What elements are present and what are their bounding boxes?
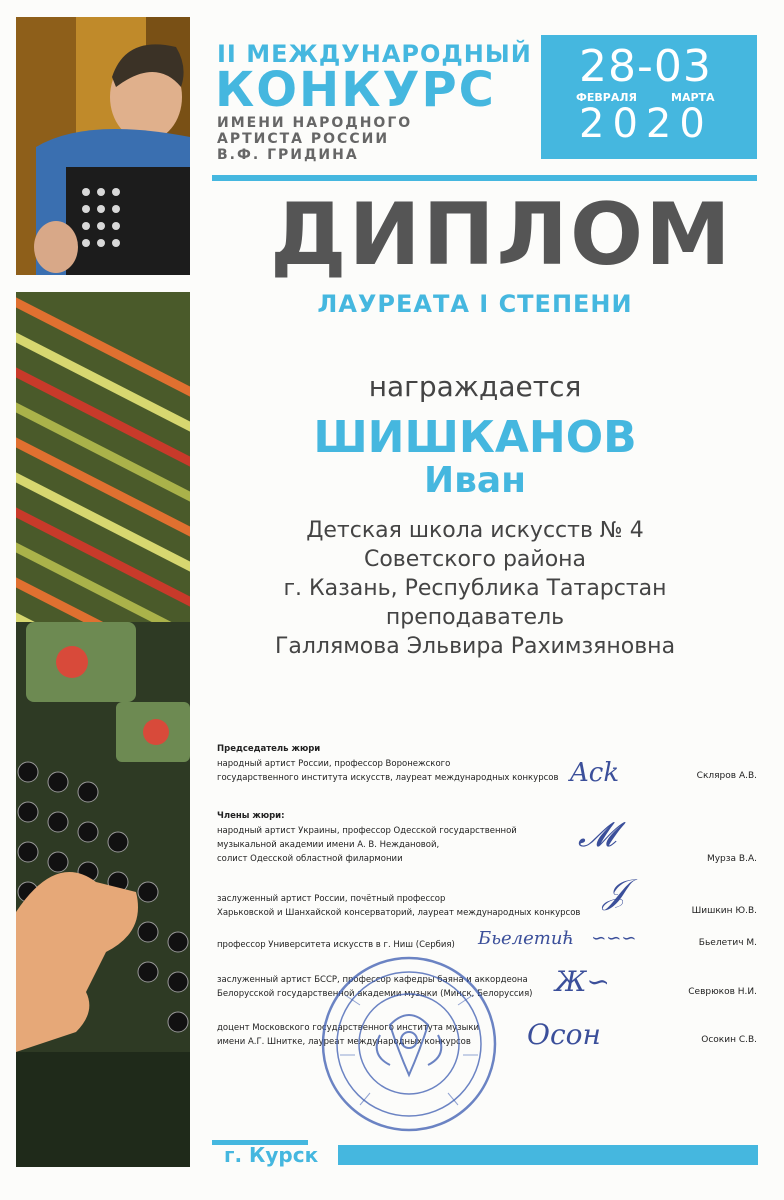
jury-member-desc: Харьковской и Шанхайской консерваторий, лауреат международных конкурсов [217, 908, 581, 918]
signature: Ж∽ [555, 965, 610, 998]
footer-bar [338, 1145, 758, 1165]
recipient-name: Иван [423, 460, 527, 501]
jury-member-desc: музыкальной академии имени А. В. Неждановой, [217, 840, 440, 850]
jury-member-name: Мурза В.А. [706, 854, 757, 864]
header-divider [212, 175, 757, 181]
awarded-label: награждается [368, 370, 582, 403]
jury-member-name: Осокин С.В. [701, 1035, 757, 1045]
jury-chair-name: Скляров А.В. [696, 771, 757, 781]
signature: 𝒥 [603, 872, 627, 912]
jury-member-desc: заслуженный артист России, почётный профессор [217, 894, 446, 904]
date-box [541, 35, 757, 159]
contest-subtitle-line: ИМЕНИ НАРОДНОГО [217, 115, 413, 131]
official-seal [320, 955, 498, 1133]
jury-member-desc: имени А.Г. Шнитке, лауреат международных конкурсов [217, 1037, 471, 1047]
contest-subtitle-line: В.Ф. ГРИДИНА [217, 147, 359, 163]
contest-number: II МЕЖДУНАРОДНЫЙ [217, 40, 532, 68]
city-label: г. Курск [224, 1143, 319, 1167]
institution-line: Советского района [363, 547, 587, 572]
signature: Ack [570, 758, 620, 788]
signature: Осон [527, 1018, 601, 1051]
jury-member-desc: профессор Университета искусств в г. Ниш (Сербия) [217, 940, 455, 950]
jury-members-heading: Члены жюри: [217, 811, 285, 821]
jury-member-name: Шишкин Ю.В. [691, 906, 757, 916]
institution-line: Детская школа искусств № 4 [306, 518, 644, 543]
jury-member-desc: доцент Московского государственного института музыки [217, 1023, 480, 1033]
contest-subtitle-line: АРТИСТА РОССИИ [217, 131, 390, 147]
signature: Бьелетић ∽∽∽ [478, 928, 637, 949]
jury-chair-heading: Председатель жюри [217, 744, 321, 754]
recipient-surname: ШИШКАНОВ [313, 412, 637, 463]
contest-title: КОНКУРС [215, 62, 496, 118]
jury-member-name: Севрюков Н.И. [688, 987, 757, 997]
date-month-start: ФЕВРАЛЯ [576, 91, 637, 104]
jury-member-desc: Белорусской государственной академии музыки (Минск, Белоруссия) [217, 989, 533, 999]
teacher-label: преподаватель [385, 605, 565, 630]
accordion-closeup-photo [16, 292, 190, 1167]
jury-chair-desc: государственного института искусств, лауреат международных конкурсов [217, 773, 559, 783]
date-month-end: МАРТА [671, 91, 715, 104]
date-days: 28-03 [579, 41, 712, 92]
accordionist-photo [16, 17, 190, 275]
jury-member-desc: народный артист Украины, профессор Одесской государственной [217, 826, 517, 836]
jury-member-name: Бьелетич М. [698, 938, 757, 948]
date-year: 2020 [579, 101, 713, 147]
diploma-degree: ЛАУРЕАТА I СТЕПЕНИ [317, 290, 633, 318]
jury-member-desc: заслуженный артист БССР, профессор кафедры баяна и аккордеона [217, 975, 528, 985]
diploma-title: ДИПЛОМ [270, 185, 733, 285]
jury-chair-desc: народный артист России, профессор Воронежского [217, 759, 451, 769]
signature: 𝓜 [578, 815, 617, 855]
institution-line: г. Казань, Республика Татарстан [283, 576, 667, 601]
teacher-name: Галлямова Эльвира Рахимзяновна [274, 634, 676, 659]
jury-member-desc: солист Одесской областной филармонии [217, 854, 403, 864]
